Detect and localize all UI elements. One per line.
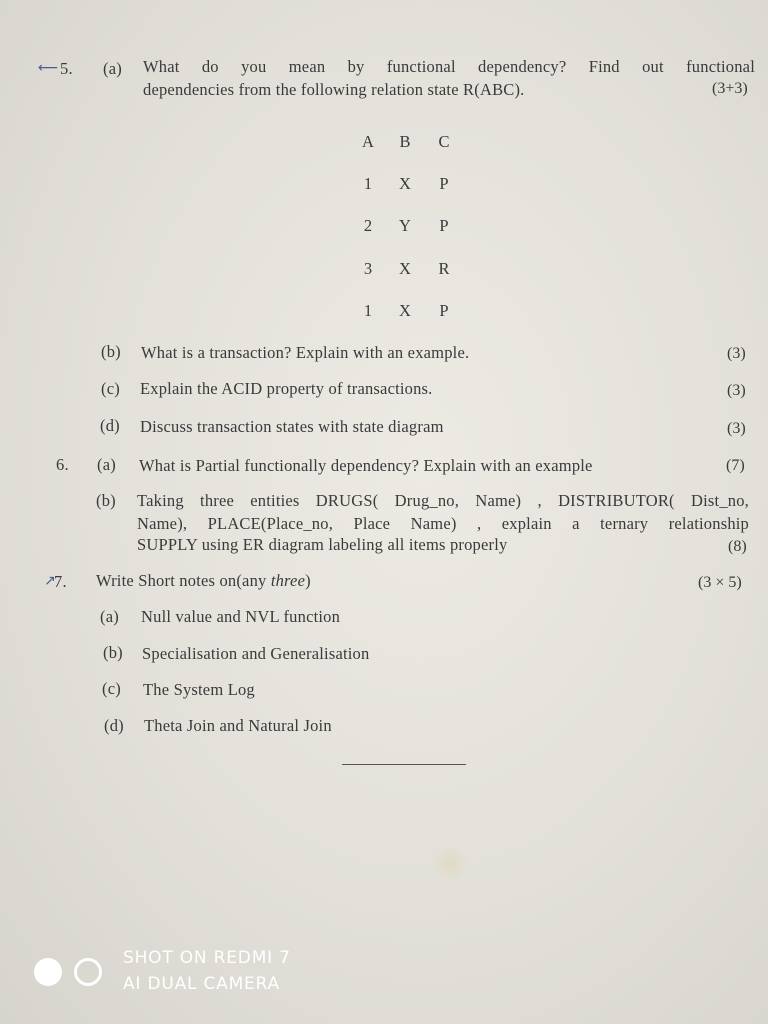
end-divider <box>342 764 466 765</box>
table-cell: X <box>399 301 411 320</box>
table-cell: X <box>399 174 411 193</box>
question-7d-label: (d) <box>104 716 124 735</box>
question-7-text <box>96 571 311 591</box>
question-5a-line2: dependencies from the following relation state R(ABC). <box>143 80 525 99</box>
question-5d-marks: (3) <box>727 420 746 437</box>
paper-stain <box>432 846 468 882</box>
question-5c-text: Explain the ACID property of transactions. <box>140 379 433 398</box>
table-cell: 2 <box>363 216 373 235</box>
question-5b-marks: (3) <box>727 345 746 362</box>
watermark-line1: SHOT ON REDMI 7 <box>123 948 291 968</box>
watermark-dot-ring-icon <box>74 958 102 986</box>
table-cell: P <box>439 301 449 320</box>
question-number-6: 6. <box>56 455 69 474</box>
table-cell: X <box>399 259 411 278</box>
question-5d-text: Discuss transaction states with state diagram <box>140 417 444 436</box>
question-7-text-prefix: Write Short notes on(any <box>96 571 271 590</box>
question-6b-line1: Taking three entities DRUGS( Drug_no, Name) , DISTRIBUTOR( Dist_no, <box>137 491 749 510</box>
question-5c-marks: (3) <box>727 382 746 399</box>
pen-tick-mark: ↗ <box>44 573 56 589</box>
question-6a-label: (a) <box>97 455 116 474</box>
question-5b-label: (b) <box>101 342 121 361</box>
question-7b-label: (b) <box>103 643 123 662</box>
question-6b-line2: Name), PLACE(Place_no, Place Name) , explain a ternary relationship <box>137 514 749 533</box>
question-7-text-emphasis: three <box>270 571 306 590</box>
question-7b-text: Specialisation and Generalisation <box>142 644 370 663</box>
question-5d-label: (d) <box>100 416 120 435</box>
watermark-line2: AI DUAL CAMERA <box>123 974 280 994</box>
question-5a-line1: What do you mean by functional dependency? Find out functional <box>143 57 755 76</box>
table-cell: R <box>438 259 450 278</box>
table-cell: P <box>439 216 449 235</box>
table-cell: 3 <box>363 259 373 278</box>
table-cell: Y <box>399 216 411 235</box>
question-7c-text: The System Log <box>143 680 255 699</box>
question-6a-marks: (7) <box>726 457 745 474</box>
question-6b-marks: (8) <box>728 538 747 555</box>
question-7a-text: Null value and NVL function <box>141 607 341 626</box>
table-cell: 1 <box>363 301 373 320</box>
table-cell: 1 <box>363 174 373 193</box>
table-header-b: B <box>399 132 411 151</box>
question-number-5: 5. <box>60 59 73 78</box>
question-7-marks: (3 × 5) <box>698 574 742 591</box>
question-5a-label: (a) <box>103 59 122 78</box>
watermark-dot-filled-icon <box>34 958 62 986</box>
table-cell: P <box>439 174 449 193</box>
question-6b-line3: SUPPLY using ER diagram labeling all items properly <box>137 535 508 554</box>
question-7-text-suffix: ) <box>305 571 311 590</box>
question-5a-marks: (3+3) <box>712 80 748 97</box>
question-6b-label: (b) <box>96 491 116 510</box>
question-7c-label: (c) <box>102 679 121 698</box>
question-5b-text: What is a transaction? Explain with an example. <box>141 343 470 362</box>
table-header-a: A <box>362 132 374 151</box>
question-7a-label: (a) <box>100 607 119 626</box>
question-number-7: 7. <box>54 572 67 591</box>
question-7d-text: Theta Join and Natural Join <box>144 716 332 735</box>
question-5c-label: (c) <box>101 379 120 398</box>
table-header-c: C <box>438 132 450 151</box>
pen-tick-mark: ⟵ <box>38 60 59 76</box>
question-6a-text: What is Partial functionally dependency? Explain with an example <box>139 456 593 475</box>
